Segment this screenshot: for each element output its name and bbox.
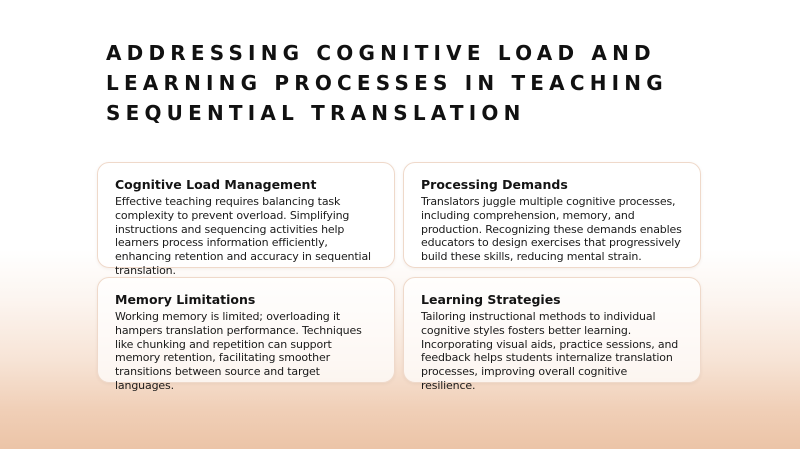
card-processing-demands (403, 162, 701, 268)
card-memory-limitations (97, 277, 395, 392)
card-body: Effective teaching requires balancing task complexity to prevent overload. Simplifying instructions and sequencing activities help learners process information efficiently, enhancing retention and accuracy in sequential translation. (115, 195, 371, 277)
card-heading: Cognitive Load Management (115, 177, 317, 192)
card-heading: Memory Limitations (115, 292, 256, 307)
card-body: Working memory is limited; overloading it hampers translation performance. Techniques like chunking and repetition can support memory retention, facilitating smoother transitions between source and target languages. (115, 310, 362, 392)
card-heading: Learning Strategies (421, 292, 561, 307)
card-cognitive-load-management (97, 162, 395, 277)
card-heading: Processing Demands (421, 177, 568, 192)
card-body: Tailoring instructional methods to individual cognitive styles fosters better learning. Incorporating visual aids, practice sessions, and feedback helps students internalize translation processes, improving overall cognitive resilience. (421, 310, 679, 392)
card-body: Translators juggle multiple cognitive processes, including comprehension, memory, and production. Recognizing these demands enables educators to design exercises that progressively build these skills, reducing mental strain. (421, 195, 682, 264)
slide-title: ADDRESSING COGNITIVE LOAD AND LEARNING PROCESSES IN TEACHING SEQUENTIAL TRANSLATION (106, 41, 668, 125)
card-learning-strategies (403, 277, 701, 392)
